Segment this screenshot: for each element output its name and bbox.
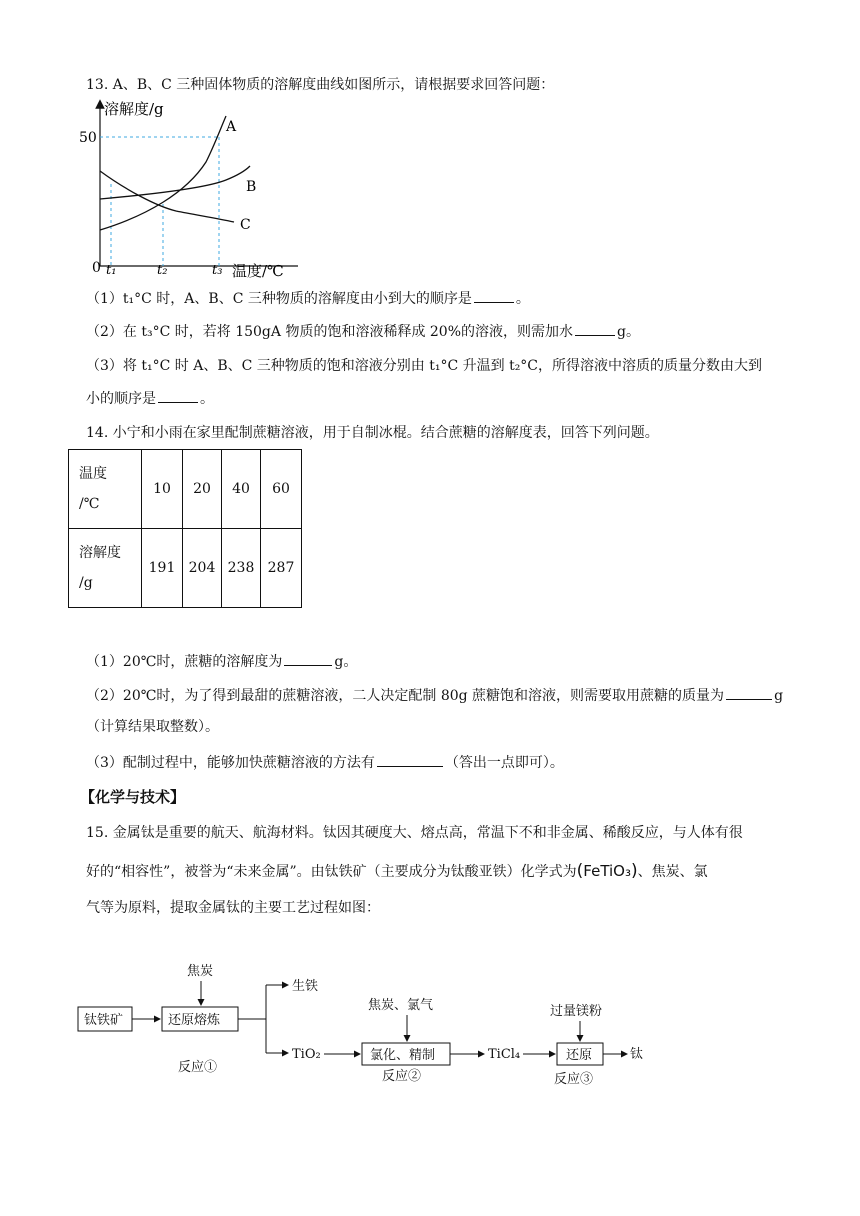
label-coke-chlorine: 焦炭、氯气 xyxy=(368,998,434,1013)
q14-sub1: （1）20℃时，蔗糖的溶解度为 g。 xyxy=(86,651,357,672)
answer-blank[interactable] xyxy=(726,685,772,700)
graph-xtick-2: t₂ xyxy=(157,263,168,278)
q14-sub2-line1: （2）20℃时，为了得到最甜的蔗糖溶液，二人决定配制 80g 蔗糖饱和溶液，则需要取用蔗糖的质量为 g xyxy=(86,685,783,706)
chemical-formula: FeTiO₃ xyxy=(583,862,632,880)
label-tio2: TiO₂ xyxy=(292,1047,321,1062)
table-cell: 287 xyxy=(261,529,302,608)
answer-blank[interactable] xyxy=(377,752,443,767)
label-chlorinate: 氯化、精制 xyxy=(370,1048,436,1063)
curve-label-a: A xyxy=(226,119,237,135)
graph-xlabel: 温度/℃ xyxy=(232,262,284,280)
section-title: 【化学与技术】 xyxy=(80,788,186,806)
q15-line1: 15. 金属钛是重要的航天、航海材料。钛因其硬度大、熔点高，常温下不和非金属、稀酸反应，与人体有很 xyxy=(86,825,743,841)
table-cell: 191 xyxy=(142,529,183,608)
q13-sub2: （2）在 t₃°C 时，若将 150gA 物质的饱和溶液稀释成 20%的溶液，则需加水 g。 xyxy=(86,321,640,342)
answer-blank[interactable] xyxy=(474,288,514,303)
curve-label-c: C xyxy=(240,217,251,233)
q14-stem: 14. 小宁和小雨在家里配制蔗糖溶液，用于自制冰棍。结合蔗糖的溶解度表，回答下列问题。 xyxy=(86,425,659,441)
label-excess-mg: 过量镁粉 xyxy=(550,1004,603,1019)
label-coke: 焦炭 xyxy=(187,964,214,979)
q15-line3: 气等为原料，提取金属钛的主要工艺过程如图： xyxy=(86,900,380,916)
table-cell: 40 xyxy=(222,450,261,529)
label-pig-iron: 生铁 xyxy=(292,979,319,994)
table-cell: 60 xyxy=(261,450,302,529)
label-reaction2: 反应② xyxy=(382,1069,422,1084)
table-cell: 238 xyxy=(222,529,261,608)
q13-sub3-line2: 小的顺序是 。 xyxy=(86,388,214,409)
graph-ylabel: 溶解度/g xyxy=(104,100,164,118)
graph-xtick-3: t₃ xyxy=(212,263,223,278)
q13-stem: 13. A、B、C 三种固体物质的溶解度曲线如图所示，请根据要求回答问题： xyxy=(86,77,555,93)
label-reduce: 还原 xyxy=(566,1048,593,1063)
table-header-temp: 温度 /℃ xyxy=(69,450,142,529)
q15-line2: 好的“相容性”，被誉为“未来金属”。由钛铁矿（主要成分为钛酸亚铁）化学式为(FeTiO₃)、焦炭、氯 xyxy=(86,861,708,881)
q13-sub3-line1: （3）将 t₁°C 时 A、B、C 三种物质的饱和溶液分别由 t₁°C 升温到 t₂°C，所得溶液中溶质的质量分数由大到 xyxy=(86,358,763,374)
table-cell: 10 xyxy=(142,450,183,529)
q14-sub3: （3）配制过程中，能够加快蔗糖溶液的方法有 （答出一点即可）。 xyxy=(86,752,564,773)
table-header-solubility: 溶解度 /g xyxy=(69,529,142,608)
q14-sub2-line2: （计算结果取整数）。 xyxy=(86,719,219,735)
label-smelt: 还原熔炼 xyxy=(168,1013,221,1028)
answer-blank[interactable] xyxy=(158,388,198,403)
table-cell: 20 xyxy=(183,450,222,529)
label-ticl4: TiCl₄ xyxy=(488,1047,521,1062)
label-reaction1: 反应① xyxy=(178,1060,218,1075)
solubility-table xyxy=(68,449,302,608)
graph-xtick-1: t₁ xyxy=(106,263,117,278)
table-cell: 204 xyxy=(183,529,222,608)
label-titanium: 钛 xyxy=(630,1047,644,1062)
solubility-graph xyxy=(76,98,306,280)
label-ore: 钛铁矿 xyxy=(84,1013,124,1028)
curve-label-b: B xyxy=(246,179,257,195)
q13-sub1: （1）t₁°C 时，A、B、C 三种物质的溶解度由小到大的顺序是 。 xyxy=(86,288,530,309)
answer-blank[interactable] xyxy=(284,651,332,666)
label-reaction3: 反应③ xyxy=(554,1072,594,1087)
process-flow-diagram xyxy=(70,955,670,1100)
graph-origin: 0 xyxy=(92,260,101,276)
answer-blank[interactable] xyxy=(575,321,615,336)
graph-y-mark: 50 xyxy=(79,130,97,146)
